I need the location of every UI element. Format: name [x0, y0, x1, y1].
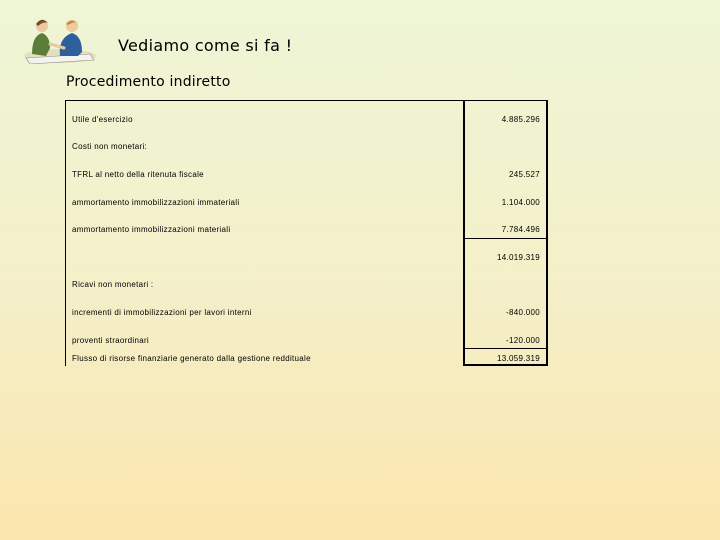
table-top-border: [65, 100, 548, 101]
row-label-flusso: Flusso di risorse finanziarie generato dalla gestione reddituale: [72, 354, 311, 363]
table-left-border: [65, 100, 66, 366]
row-value-amm-materiali: 7.784.496: [501, 225, 540, 234]
row-label-ricavi-non-monetari: Ricavi non monetari :: [72, 280, 154, 289]
row-label-amm-materiali: ammortamento immobilizzazioni materiali: [72, 225, 231, 234]
row-label-proventi: proventi straordinari: [72, 336, 149, 345]
value-column-right-border: [546, 100, 548, 366]
row-label-tfrl: TFRL al netto della ritenuta fiscale: [72, 170, 204, 179]
row-label-utile: Utile d'esercizio: [72, 115, 133, 124]
row-value-incrementi: -840.000: [506, 308, 540, 317]
row-value-proventi: -120.000: [506, 336, 540, 345]
total-separator: [463, 348, 548, 349]
row-label-incrementi: incrementi di immobilizzazioni per lavori interni: [72, 308, 252, 317]
subtotal-separator: [463, 238, 548, 239]
row-value-tfrl: 245.527: [508, 170, 540, 179]
row-value-utile: 4.885.296: [501, 115, 540, 124]
slide-title: Vediamo come si fa !: [118, 36, 293, 55]
cash-flow-table: [65, 100, 548, 366]
row-label-amm-immateriali: ammortamento immobilizzazioni immateriali: [72, 198, 240, 207]
people-working-illustration: [20, 14, 98, 64]
section-subtitle: Procedimento indiretto: [66, 74, 231, 90]
table-bottom-border: [463, 364, 548, 366]
value-column-left-border: [463, 100, 465, 366]
row-value-amm-immateriali: 1.104.000: [501, 198, 540, 207]
row-value-subtotal: 14.019.319: [496, 253, 540, 262]
row-label-costi-non-monetari: Costi non monetari:: [72, 142, 148, 151]
row-value-flusso: 13.059.319: [496, 354, 540, 363]
